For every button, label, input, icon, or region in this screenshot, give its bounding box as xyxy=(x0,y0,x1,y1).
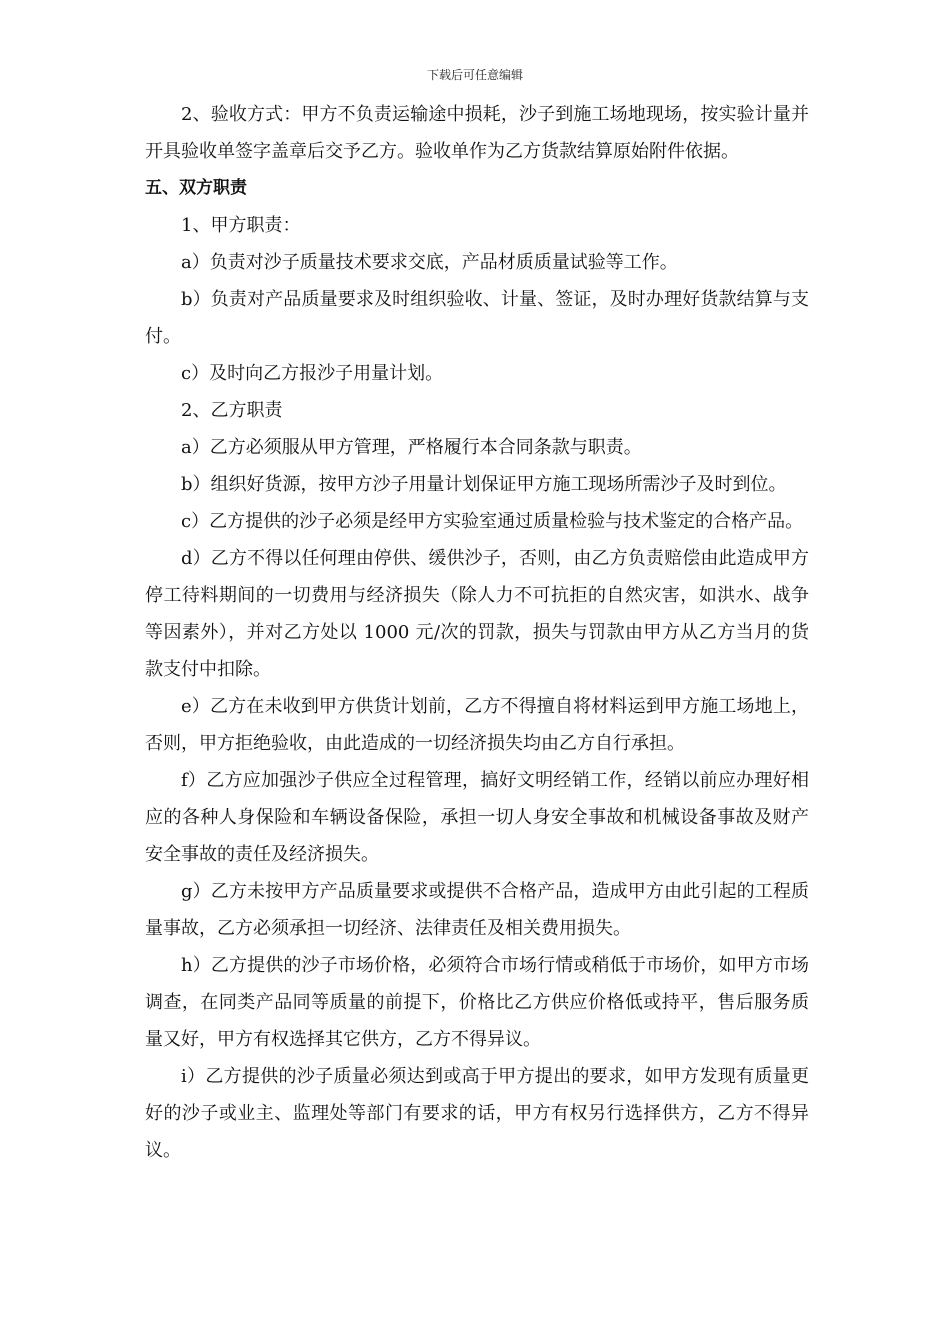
paragraph-party-b-a: a）乙方必须服从甲方管理，严格履行本合同条款与职责。 xyxy=(181,437,642,458)
paragraph-party-b-f: f）乙方应加强沙子供应全过程管理，搞好文明经销工作，经销以前应办理好相应的各种人身保险和车辆设备保险，承担一切人身安全事故和机械设备事故及财产安全事故的责任及经济损失。 xyxy=(145,770,809,865)
paragraph-party-b-g: g）乙方未按甲方产品质量要求或提供不合格产品，造成甲方由此引起的工程质量事故，乙方必须承担一切经济、法律责任及相关费用损失。 xyxy=(145,881,809,939)
paragraph-party-a-title: 1、甲方职责： xyxy=(181,215,301,236)
paragraph-party-a-c: c）及时向乙方报沙子用量计划。 xyxy=(181,363,444,384)
paragraph-party-a-b: b）负责对产品质量要求及时组织验收、计量、签证，及时办理好货款结算与支付。 xyxy=(145,289,809,347)
paragraph-party-b-b: b）组织好货源，按甲方沙子用量计划保证甲方施工现场所需沙子及时到位。 xyxy=(181,474,787,495)
document-body xyxy=(145,96,809,1169)
paragraph-acceptance-method: 2、验收方式：甲方不负责运输途中损耗，沙子到施工场地现场，按实验计量并开具验收单签字盖章后交予乙方。验收单作为乙方货款结算原始附件依据。 xyxy=(145,104,809,162)
page-header-note: 下载后可任意编辑 xyxy=(426,68,523,82)
paragraph-party-b-title: 2、乙方职责 xyxy=(181,400,283,421)
paragraph-party-a-a: a）负责对沙子质量技术要求交底，产品材质质量试验等工作。 xyxy=(181,252,678,273)
paragraph-party-b-h: h）乙方提供的沙子市场价格，必须符合市场行情或稍低于市场价，如甲方市场调查，在同类产品同等质量的前提下，价格比乙方供应价格低或持平，售后服务质量又好，甲方有权选择其它供方，乙方不得异议。 xyxy=(145,955,809,1050)
paragraph-party-b-c: c）乙方提供的沙子必须是经甲方实验室通过质量检验与技术鉴定的合格产品。 xyxy=(181,511,804,532)
section-heading-responsibilities: 五、双方职责 xyxy=(145,178,247,198)
paragraph-party-b-e: e）乙方在未收到甲方供货计划前，乙方不得擅自将材料运到甲方施工场地上，否则，甲方拒绝验收，由此造成的一切经济损失均由乙方自行承担。 xyxy=(145,696,809,754)
paragraph-party-b-i: i）乙方提供的沙子质量必须达到或高于甲方提出的要求，如甲方发现有质量更好的沙子或业主、监理处等部门有要求的话，甲方有权另行选择供方，乙方不得异议。 xyxy=(145,1066,809,1161)
paragraph-party-b-d: d）乙方不得以任何理由停供、缓供沙子，否则，由乙方负责赔偿由此造成甲方停工待料期间的一切费用与经济损失（除人力不可抗拒的自然灾害，如洪水、战争等因素外），并对乙方处以 1000 元/次的罚款，损失与罚款由甲方从乙方当月的货款支付中扣除。 xyxy=(145,548,809,680)
